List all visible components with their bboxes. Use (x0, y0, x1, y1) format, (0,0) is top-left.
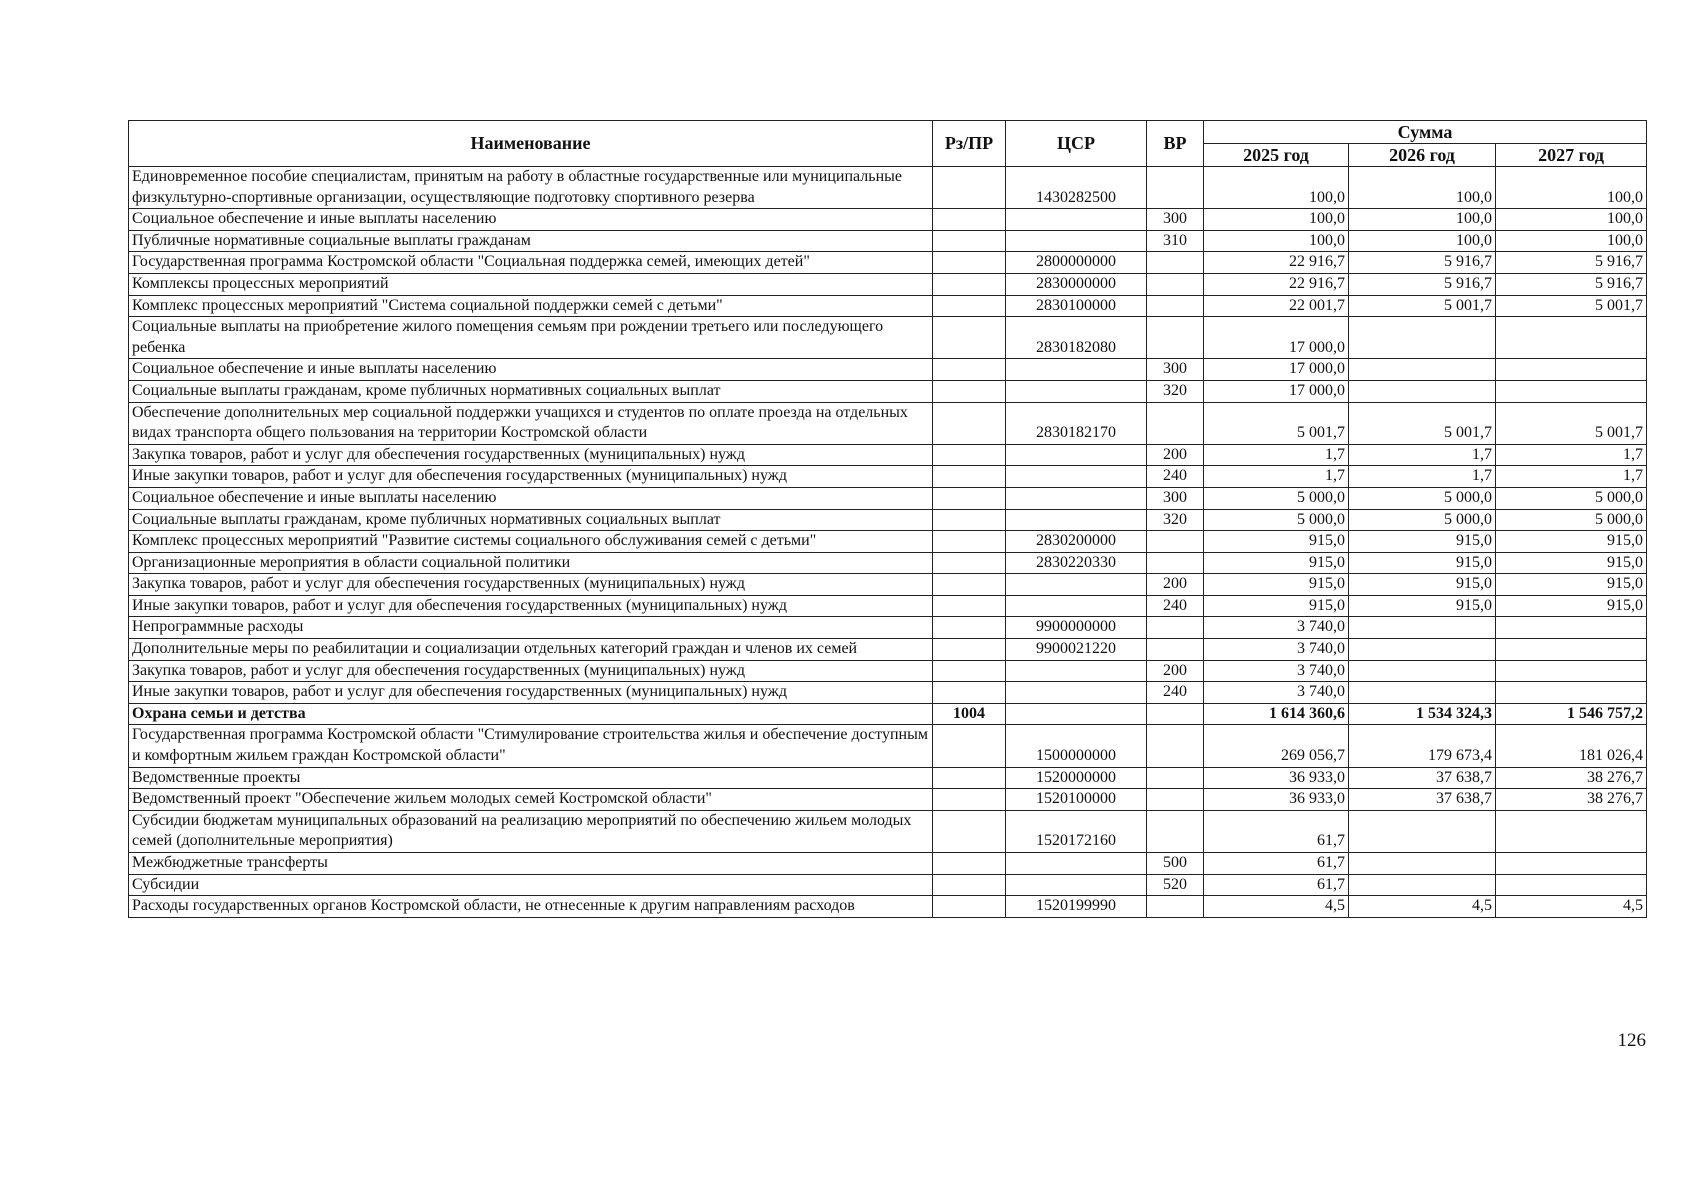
cell-vr (1147, 167, 1204, 209)
table-row (129, 574, 1647, 596)
table-row (129, 682, 1647, 704)
cell-csr (1006, 230, 1147, 252)
table-row (129, 317, 1647, 359)
cell-vr: 300 (1147, 359, 1204, 381)
cell-rzpr (933, 896, 1006, 918)
table-row (129, 167, 1647, 209)
cell-2025: 915,0 (1204, 574, 1349, 596)
cell-csr (1006, 574, 1147, 596)
cell-2026 (1349, 853, 1496, 875)
cell-rzpr (933, 725, 1006, 767)
table-row (129, 509, 1647, 531)
cell-2025: 17 000,0 (1204, 359, 1349, 381)
table-row (129, 402, 1647, 444)
cell-2025: 915,0 (1204, 531, 1349, 553)
cell-vr (1147, 703, 1204, 725)
table-row (129, 725, 1647, 767)
header-rzpr: Рз/ПР (933, 121, 1006, 167)
cell-csr (1006, 359, 1147, 381)
table-row (129, 531, 1647, 553)
cell-2026 (1349, 639, 1496, 661)
header-sum: Сумма (1204, 121, 1647, 144)
cell-name: Комплекс процессных мероприятий "Развитие системы социального обслуживания семей с детьми" (129, 531, 933, 553)
cell-csr: 9900021220 (1006, 639, 1147, 661)
cell-vr: 200 (1147, 574, 1204, 596)
cell-name: Социальные выплаты гражданам, кроме публичных нормативных социальных выплат (129, 380, 933, 402)
cell-2027: 5 916,7 (1496, 252, 1647, 274)
cell-rzpr (933, 682, 1006, 704)
cell-2026: 37 638,7 (1349, 789, 1496, 811)
table-row (129, 209, 1647, 231)
cell-rzpr (933, 252, 1006, 274)
cell-vr: 300 (1147, 487, 1204, 509)
cell-2026: 5 001,7 (1349, 295, 1496, 317)
table-row (129, 444, 1647, 466)
cell-2025: 22 001,7 (1204, 295, 1349, 317)
cell-2026: 5 916,7 (1349, 273, 1496, 295)
table-row (129, 767, 1647, 789)
cell-2027: 181 026,4 (1496, 725, 1647, 767)
cell-rzpr (933, 402, 1006, 444)
cell-csr (1006, 380, 1147, 402)
cell-vr (1147, 273, 1204, 295)
table-row (129, 639, 1647, 661)
table-row (129, 874, 1647, 896)
cell-2026: 915,0 (1349, 552, 1496, 574)
cell-2026: 5 001,7 (1349, 402, 1496, 444)
cell-rzpr (933, 209, 1006, 231)
cell-vr: 240 (1147, 466, 1204, 488)
table-row (129, 853, 1647, 875)
cell-rzpr (933, 167, 1006, 209)
cell-2025: 61,7 (1204, 874, 1349, 896)
cell-rzpr (933, 789, 1006, 811)
cell-name: Иные закупки товаров, работ и услуг для обеспечения государственных (муниципальных) нужд (129, 466, 933, 488)
cell-rzpr (933, 595, 1006, 617)
cell-name: Публичные нормативные социальные выплаты гражданам (129, 230, 933, 252)
cell-2026: 100,0 (1349, 230, 1496, 252)
cell-2025: 22 916,7 (1204, 273, 1349, 295)
cell-name: Социальное обеспечение и иные выплаты населению (129, 487, 933, 509)
cell-name: Охрана семьи и детства (129, 703, 933, 725)
cell-name: Социальные выплаты на приобретение жилого помещения семьям при рождении третьего или последующего ребенка (129, 317, 933, 359)
cell-name: Обеспечение дополнительных мер социальной поддержки учащихся и студентов по оплате проезда на отдельных видах транспорта общего пользования на территории Костромской области (129, 402, 933, 444)
cell-csr (1006, 853, 1147, 875)
cell-vr: 300 (1147, 209, 1204, 231)
cell-name: Единовременное пособие специалистам, принятым на работу в областные государственные или муниципальные физкультурно-спортивные организации, осуществляющие подготовку спортивного резерва (129, 167, 933, 209)
cell-2025: 5 001,7 (1204, 402, 1349, 444)
cell-2025: 61,7 (1204, 810, 1349, 852)
cell-2025: 22 916,7 (1204, 252, 1349, 274)
table-row (129, 252, 1647, 274)
cell-csr (1006, 466, 1147, 488)
cell-csr: 2830200000 (1006, 531, 1147, 553)
table-row (129, 703, 1647, 725)
cell-rzpr (933, 874, 1006, 896)
cell-name: Ведомственные проекты (129, 767, 933, 789)
cell-vr (1147, 531, 1204, 553)
cell-csr: 2830182170 (1006, 402, 1147, 444)
cell-name: Межбюджетные трансферты (129, 853, 933, 875)
cell-2025: 5 000,0 (1204, 509, 1349, 531)
cell-name: Организационные мероприятия в области социальной политики (129, 552, 933, 574)
cell-rzpr (933, 853, 1006, 875)
cell-2026 (1349, 682, 1496, 704)
cell-2027 (1496, 317, 1647, 359)
cell-csr (1006, 874, 1147, 896)
table-body (129, 167, 1647, 918)
header-year-2025: 2025 год (1204, 144, 1349, 167)
cell-csr: 1520199990 (1006, 896, 1147, 918)
cell-2026 (1349, 874, 1496, 896)
cell-2025: 1 614 360,6 (1204, 703, 1349, 725)
cell-2026 (1349, 617, 1496, 639)
cell-vr: 200 (1147, 660, 1204, 682)
cell-rzpr (933, 295, 1006, 317)
cell-name: Расходы государственных органов Костромской области, не отнесенные к другим направлениям расходов (129, 896, 933, 918)
cell-name: Комплексы процессных мероприятий (129, 273, 933, 295)
header-year-2026: 2026 год (1349, 144, 1496, 167)
cell-name: Социальное обеспечение и иные выплаты населению (129, 209, 933, 231)
cell-vr: 520 (1147, 874, 1204, 896)
cell-vr (1147, 252, 1204, 274)
cell-2026 (1349, 359, 1496, 381)
cell-csr (1006, 209, 1147, 231)
cell-name: Иные закупки товаров, работ и услуг для обеспечения государственных (муниципальных) нужд (129, 595, 933, 617)
cell-2026: 5 000,0 (1349, 509, 1496, 531)
cell-csr: 1520000000 (1006, 767, 1147, 789)
cell-rzpr (933, 639, 1006, 661)
cell-rzpr (933, 531, 1006, 553)
cell-2026 (1349, 660, 1496, 682)
cell-2025: 36 933,0 (1204, 767, 1349, 789)
cell-name: Субсидии бюджетам муниципальных образований на реализацию мероприятий по обеспечению жильем молодых семей (дополнительные мероприятия) (129, 810, 933, 852)
cell-vr (1147, 317, 1204, 359)
cell-vr (1147, 767, 1204, 789)
cell-rzpr (933, 509, 1006, 531)
cell-2027 (1496, 874, 1647, 896)
cell-2026: 1 534 324,3 (1349, 703, 1496, 725)
cell-vr (1147, 725, 1204, 767)
table-row (129, 380, 1647, 402)
table-row (129, 230, 1647, 252)
cell-2025: 17 000,0 (1204, 317, 1349, 359)
table-row (129, 487, 1647, 509)
table-row (129, 810, 1647, 852)
cell-2026: 37 638,7 (1349, 767, 1496, 789)
cell-2027: 915,0 (1496, 552, 1647, 574)
cell-rzpr (933, 767, 1006, 789)
cell-2026: 1,7 (1349, 444, 1496, 466)
cell-2026: 915,0 (1349, 531, 1496, 553)
cell-2027: 5 000,0 (1496, 509, 1647, 531)
table-row (129, 273, 1647, 295)
cell-2027: 100,0 (1496, 209, 1647, 231)
cell-rzpr (933, 810, 1006, 852)
cell-vr: 320 (1147, 509, 1204, 531)
cell-2026: 179 673,4 (1349, 725, 1496, 767)
cell-2027 (1496, 660, 1647, 682)
cell-vr (1147, 896, 1204, 918)
cell-vr: 200 (1147, 444, 1204, 466)
cell-name: Комплекс процессных мероприятий "Система социальной поддержки семей с детьми" (129, 295, 933, 317)
cell-vr: 240 (1147, 682, 1204, 704)
cell-2027: 915,0 (1496, 595, 1647, 617)
cell-2027: 5 001,7 (1496, 295, 1647, 317)
cell-vr (1147, 295, 1204, 317)
cell-2027: 915,0 (1496, 531, 1647, 553)
cell-2026: 5 000,0 (1349, 487, 1496, 509)
cell-csr: 1520100000 (1006, 789, 1147, 811)
cell-vr: 500 (1147, 853, 1204, 875)
cell-2025: 3 740,0 (1204, 639, 1349, 661)
cell-2027: 1,7 (1496, 466, 1647, 488)
header-name: Наименование (129, 121, 933, 167)
table-row (129, 660, 1647, 682)
cell-2025: 5 000,0 (1204, 487, 1349, 509)
cell-2026: 100,0 (1349, 209, 1496, 231)
cell-rzpr (933, 230, 1006, 252)
cell-2027: 38 276,7 (1496, 789, 1647, 811)
cell-2026 (1349, 380, 1496, 402)
cell-csr: 2830100000 (1006, 295, 1147, 317)
cell-csr: 2800000000 (1006, 252, 1147, 274)
cell-name: Социальные выплаты гражданам, кроме публичных нормативных социальных выплат (129, 509, 933, 531)
cell-2027: 100,0 (1496, 167, 1647, 209)
cell-name: Субсидии (129, 874, 933, 896)
cell-vr: 310 (1147, 230, 1204, 252)
cell-csr: 2830000000 (1006, 273, 1147, 295)
cell-2025: 61,7 (1204, 853, 1349, 875)
cell-2027: 1,7 (1496, 444, 1647, 466)
cell-2026 (1349, 317, 1496, 359)
page-number: 126 (1617, 1030, 1646, 1051)
cell-vr (1147, 639, 1204, 661)
cell-2027 (1496, 639, 1647, 661)
table-row (129, 896, 1647, 918)
cell-vr (1147, 617, 1204, 639)
cell-2027: 4,5 (1496, 896, 1647, 918)
table-row (129, 595, 1647, 617)
cell-name: Социальное обеспечение и иные выплаты населению (129, 359, 933, 381)
cell-csr: 1520172160 (1006, 810, 1147, 852)
cell-name: Иные закупки товаров, работ и услуг для обеспечения государственных (муниципальных) нужд (129, 682, 933, 704)
cell-rzpr (933, 359, 1006, 381)
cell-csr: 2830220330 (1006, 552, 1147, 574)
cell-2025: 3 740,0 (1204, 617, 1349, 639)
cell-name: Государственная программа Костромской области "Стимулирование строительства жилья и обеспечение доступным и комфортным жильем граждан Костромской области" (129, 725, 933, 767)
cell-2027: 100,0 (1496, 230, 1647, 252)
cell-vr (1147, 810, 1204, 852)
cell-csr (1006, 660, 1147, 682)
cell-rzpr (933, 317, 1006, 359)
cell-2025: 100,0 (1204, 230, 1349, 252)
cell-2027: 1 546 757,2 (1496, 703, 1647, 725)
header-vr: ВР (1147, 121, 1204, 167)
cell-csr: 9900000000 (1006, 617, 1147, 639)
cell-rzpr (933, 466, 1006, 488)
cell-2025: 17 000,0 (1204, 380, 1349, 402)
cell-rzpr (933, 380, 1006, 402)
cell-2026 (1349, 810, 1496, 852)
cell-name: Закупка товаров, работ и услуг для обеспечения государственных (муниципальных) нужд (129, 660, 933, 682)
cell-vr: 320 (1147, 380, 1204, 402)
cell-name: Государственная программа Костромской области "Социальная поддержка семей, имеющих детей" (129, 252, 933, 274)
cell-2025: 100,0 (1204, 209, 1349, 231)
cell-name: Закупка товаров, работ и услуг для обеспечения государственных (муниципальных) нужд (129, 444, 933, 466)
cell-2027 (1496, 853, 1647, 875)
cell-vr (1147, 789, 1204, 811)
cell-2025: 4,5 (1204, 896, 1349, 918)
table-row (129, 295, 1647, 317)
cell-csr: 1500000000 (1006, 725, 1147, 767)
cell-csr: 2830182080 (1006, 317, 1147, 359)
cell-csr (1006, 487, 1147, 509)
table-row (129, 617, 1647, 639)
cell-csr (1006, 682, 1147, 704)
cell-2026: 915,0 (1349, 574, 1496, 596)
cell-2025: 1,7 (1204, 466, 1349, 488)
cell-2027 (1496, 359, 1647, 381)
cell-2025: 915,0 (1204, 595, 1349, 617)
cell-rzpr (933, 273, 1006, 295)
cell-2026: 915,0 (1349, 595, 1496, 617)
cell-2026: 4,5 (1349, 896, 1496, 918)
cell-2025: 100,0 (1204, 167, 1349, 209)
cell-rzpr (933, 552, 1006, 574)
cell-csr: 1430282500 (1006, 167, 1147, 209)
cell-rzpr (933, 444, 1006, 466)
cell-rzpr: 1004 (933, 703, 1006, 725)
cell-rzpr (933, 660, 1006, 682)
cell-2026: 5 916,7 (1349, 252, 1496, 274)
cell-2027: 5 916,7 (1496, 273, 1647, 295)
cell-2025: 915,0 (1204, 552, 1349, 574)
cell-2027 (1496, 380, 1647, 402)
cell-2026: 100,0 (1349, 167, 1496, 209)
cell-2027 (1496, 617, 1647, 639)
cell-vr: 240 (1147, 595, 1204, 617)
cell-vr (1147, 402, 1204, 444)
table-row (129, 552, 1647, 574)
cell-rzpr (933, 574, 1006, 596)
cell-2025: 3 740,0 (1204, 682, 1349, 704)
cell-name: Непрограммные расходы (129, 617, 933, 639)
cell-csr (1006, 444, 1147, 466)
cell-2027 (1496, 682, 1647, 704)
cell-2027: 5 000,0 (1496, 487, 1647, 509)
cell-2026: 1,7 (1349, 466, 1496, 488)
cell-rzpr (933, 487, 1006, 509)
cell-vr (1147, 552, 1204, 574)
cell-2025: 269 056,7 (1204, 725, 1349, 767)
cell-2027: 38 276,7 (1496, 767, 1647, 789)
cell-csr (1006, 509, 1147, 531)
table-row (129, 466, 1647, 488)
table-header (129, 121, 1647, 167)
cell-name: Дополнительные меры по реабилитации и социализации отдельных категорий граждан и членов их семей (129, 639, 933, 661)
cell-2027: 5 001,7 (1496, 402, 1647, 444)
cell-2027 (1496, 810, 1647, 852)
cell-2025: 36 933,0 (1204, 789, 1349, 811)
cell-2025: 3 740,0 (1204, 660, 1349, 682)
cell-name: Ведомственный проект "Обеспечение жильем молодых семей Костромской области" (129, 789, 933, 811)
cell-name: Закупка товаров, работ и услуг для обеспечения государственных (муниципальных) нужд (129, 574, 933, 596)
cell-csr (1006, 595, 1147, 617)
cell-csr (1006, 703, 1147, 725)
table-row (129, 789, 1647, 811)
header-year-2027: 2027 год (1496, 144, 1647, 167)
cell-2027: 915,0 (1496, 574, 1647, 596)
table-row (129, 359, 1647, 381)
cell-rzpr (933, 617, 1006, 639)
header-csr: ЦСР (1006, 121, 1147, 167)
cell-2025: 1,7 (1204, 444, 1349, 466)
budget-table (128, 120, 1647, 918)
